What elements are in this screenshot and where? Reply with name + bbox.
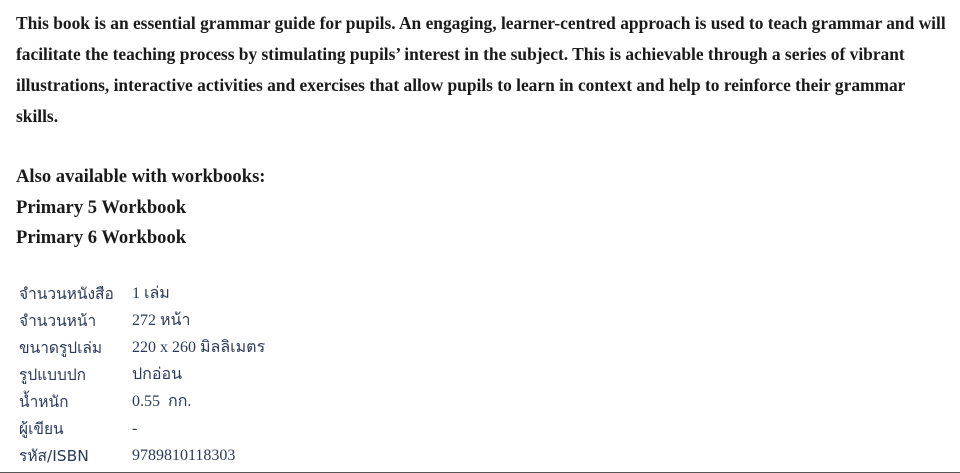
book-description: This book is an essential grammar guide for pupils. An engaging, learner-centred approach is used to teach grammar and will facilitate the teaching process by stimulating pupils’ interest in the subject. This is achievable through a series of vibrant illustrations, interactive activities and exercises that allow pupils to learn in context and help to reinforce their grammar skills.: [16, 13, 946, 126]
spec-label-author: ผู้เขียน: [19, 420, 64, 438]
workbook-item-primary-5: Primary 5 Workbook: [16, 196, 187, 218]
workbook-item-primary-6: Primary 6 Workbook: [16, 227, 187, 248]
product-description-section: [16, 8, 946, 254]
book-specs-table: [16, 280, 265, 469]
spec-value-cover-type: ปกอ่อน: [132, 366, 182, 383]
spec-label-size: ขนาดรูปเล่ม: [19, 339, 103, 357]
spec-row-cover-type: [16, 361, 265, 388]
also-available-heading: Also available with workbooks:: [16, 166, 266, 187]
spec-value-size: 220 x 260 มิลลิเมตร: [132, 339, 266, 356]
spec-label-book-count: จำนวนหนังสือ: [19, 285, 114, 303]
spec-row-weight: [16, 388, 265, 415]
spec-label-weight: น้ำหนัก: [19, 393, 69, 411]
spec-row-page-count: [16, 307, 265, 334]
spec-label-isbn: รหัส/ISBN: [19, 447, 89, 465]
spec-value-weight: 0.55 กก.: [132, 393, 192, 410]
spec-row-author: [16, 415, 265, 442]
spec-row-book-count: [16, 280, 265, 307]
spec-value-book-count: 1 เล่ม: [132, 285, 170, 302]
spec-label-page-count: จำนวนหน้า: [19, 312, 97, 330]
also-available-block: [16, 162, 946, 254]
spec-value-author: -: [132, 419, 138, 437]
spec-value-page-count: 272 หน้า: [132, 312, 191, 329]
spec-value-isbn: 9789810118303: [132, 446, 236, 464]
spec-label-cover-type: รูปแบบปก: [19, 366, 87, 384]
spec-row-size: [16, 334, 265, 361]
spec-row-isbn: [16, 442, 265, 469]
